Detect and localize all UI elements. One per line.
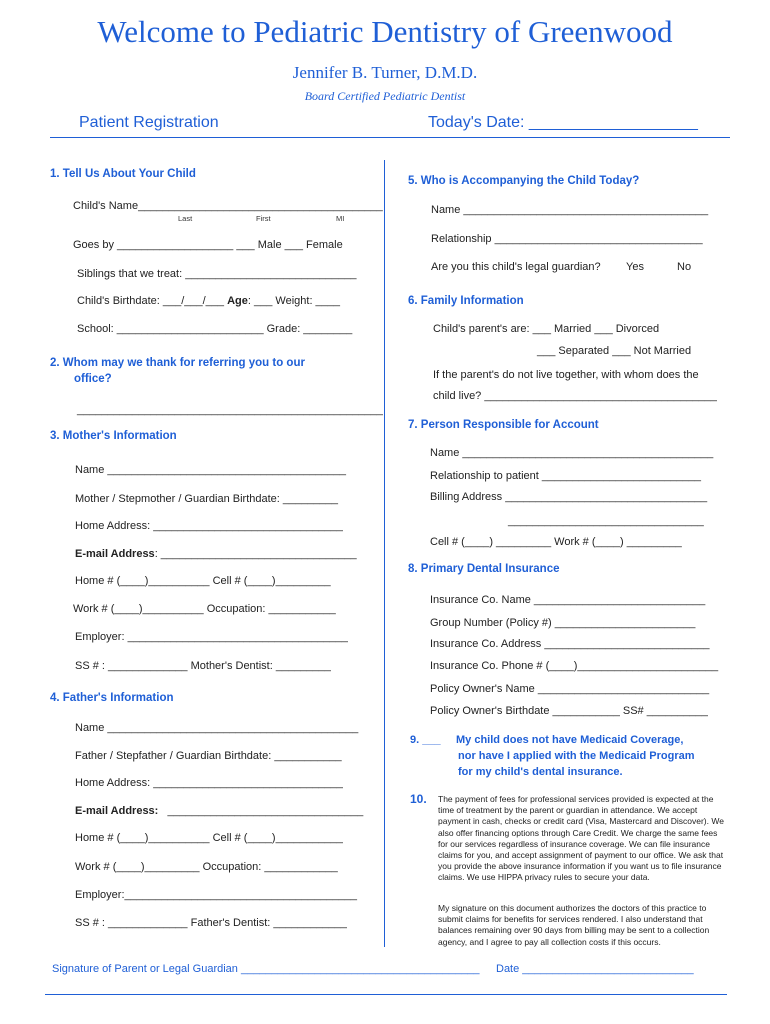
school-grade-field[interactable]: School: ________________________ Grade: ________ xyxy=(77,323,353,335)
father-birthdate-field[interactable]: Father / Stepfather / Guardian Birthdate: ___________ xyxy=(75,750,342,762)
guardian-no-option[interactable]: No xyxy=(677,261,692,273)
father-employer-field[interactable]: Employer:______________________________________ xyxy=(75,889,357,901)
section-4-heading: 4. Father's Information xyxy=(50,692,174,704)
billing-address-field[interactable]: Billing Address _________________________________ xyxy=(430,491,708,503)
section-2-heading-cont: office? xyxy=(74,373,112,385)
mother-home-cell-field[interactable]: Home # (____)__________ Cell # (____)_________ xyxy=(75,575,331,587)
mother-work-field[interactable]: Work # (____)__________ Occupation: ___________ xyxy=(73,603,336,615)
guardian-yes-option[interactable]: Yes xyxy=(626,261,644,273)
mother-employer-field[interactable]: Employer: ____________________________________ xyxy=(75,631,348,643)
section-3-heading: 3. Mother's Information xyxy=(50,430,177,442)
page-title: Welcome to Pediatric Dentistry of Greenwood xyxy=(97,14,673,49)
mother-email-field[interactable]: E-mail Address: ________________________________ xyxy=(75,548,357,560)
father-work-field[interactable]: Work # (____)_________ Occupation: ____________ xyxy=(75,861,338,873)
father-name-field[interactable]: Name _________________________________________ xyxy=(75,722,359,734)
child-lives-question: If the parent's do not live together, with whom does the xyxy=(433,369,699,381)
father-home-address-field[interactable]: Home Address: _______________________________ xyxy=(75,777,343,789)
payment-policy-text: The payment of fees for professional services provided is expected at the time of treatment by the parent or guardian in attendance. We accept payment in cash, checks or credit card (Visa, Mastercard and Discover). We also offer financing options through Care Credit. We charge the same fees for our services regardless of insurance coverage. We can file insurance claims for you, and accept assignment of payment to our office. We ask that you provide the above insurance information if you want us to file insurance claims. We use HIPPA privacy rules to secure your data. xyxy=(438,794,724,883)
todays-date-field[interactable]: Today's Date: ___________________ xyxy=(428,114,698,131)
section-8-heading: 8. Primary Dental Insurance xyxy=(408,563,560,575)
policy-owner-name-field[interactable]: Policy Owner's Name ____________________________ xyxy=(430,683,710,695)
signature-field[interactable]: Signature of Parent or Legal Guardian _______________________________________ xyxy=(52,963,480,975)
group-number-field[interactable]: Group Number (Policy #) _______________________ xyxy=(430,617,696,629)
mother-home-address-field[interactable]: Home Address: _______________________________ xyxy=(75,520,343,532)
section-5-heading: 5. Who is Accompanying the Child Today? xyxy=(408,175,640,187)
referral-field[interactable]: __________________________________________________ xyxy=(77,404,383,416)
age-weight-field: : ___ Weight: ____ xyxy=(247,295,341,307)
section-1-heading: 1. Tell Us About Your Child xyxy=(50,168,196,180)
signature-date-field[interactable]: Date ____________________________ xyxy=(496,963,694,975)
medicaid-statement-line-2: nor have I applied with the Medicaid Program xyxy=(458,750,695,762)
mother-email-label: E-mail Address xyxy=(75,548,155,560)
policy-owner-birthdate-field[interactable]: Policy Owner's Birthdate ___________ SS# __________ xyxy=(430,705,708,717)
father-ss-field[interactable]: SS # : _____________ Father's Dentist: ____________ xyxy=(75,917,347,929)
child-birthdate-field[interactable] xyxy=(77,295,340,307)
mother-name-field[interactable]: Name _______________________________________ xyxy=(75,464,346,476)
father-email-field[interactable]: E-mail Address: ________________________________ xyxy=(75,805,364,817)
signature-authorization-text: My signature on this document authorizes the doctors of this practice to submit claims for benefits for services rendered. I also understand that balances remaining over 90 days from billing may be sent to a collection agency, and I agree to pay all collection costs if this occurs. xyxy=(438,903,710,947)
column-divider xyxy=(384,160,385,947)
insurance-company-field[interactable]: Insurance Co. Name ____________________________ xyxy=(430,594,706,606)
age-label: Age xyxy=(227,295,248,307)
medicaid-statement-line-3: for my child's dental insurance. xyxy=(458,766,623,778)
parents-separated-field[interactable]: ___ Separated ___ Not Married xyxy=(537,345,692,357)
responsible-cell-work-field[interactable]: Cell # (____) _________ Work # (____) _________ xyxy=(430,536,682,548)
patient-registration-label: Patient Registration xyxy=(79,114,219,131)
father-home-cell-field[interactable]: Home # (____)__________ Cell # (____)___________ xyxy=(75,832,343,844)
legal-guardian-question: Are you this child's legal guardian? xyxy=(431,261,601,273)
responsible-relationship-field[interactable]: Relationship to patient __________________________ xyxy=(430,470,701,482)
section-6-heading: 6. Family Information xyxy=(408,295,524,307)
section-2-heading: 2. Whom may we thank for referring you to our xyxy=(50,357,305,369)
childs-name-field[interactable]: Child's Name________________________________________ xyxy=(73,200,383,212)
mi-caption: MI xyxy=(336,214,345,223)
siblings-field[interactable]: Siblings that we treat: ____________________________ xyxy=(77,268,357,280)
section-7-heading: 7. Person Responsible for Account xyxy=(408,419,599,431)
mother-birthdate-field[interactable]: Mother / Stepmother / Guardian Birthdate: _________ xyxy=(75,493,338,505)
mother-ss-field[interactable]: SS # : _____________ Mother's Dentist: _________ xyxy=(75,660,331,672)
header-divider xyxy=(50,137,730,138)
doctor-name: Jennifer B. Turner, D.M.D. xyxy=(292,63,478,82)
billing-address-line-2[interactable]: ________________________________ xyxy=(508,515,704,527)
accompanying-relationship-field[interactable]: Relationship __________________________________ xyxy=(431,233,703,245)
goes-by-field[interactable]: Goes by ___________________ ___ Male ___ Female xyxy=(73,239,343,251)
parents-marital-status-field[interactable]: Child's parent's are: ___ Married ___ Divorced xyxy=(433,323,660,335)
last-caption: Last xyxy=(178,214,193,223)
section-10-number: 10. xyxy=(410,792,427,806)
father-email-label: E-mail Address: xyxy=(75,805,159,817)
insurance-address-field[interactable]: Insurance Co. Address ___________________________ xyxy=(430,638,710,650)
responsible-name-field[interactable]: Name _________________________________________ xyxy=(430,447,714,459)
medicaid-statement-line-1: My child does not have Medicaid Coverage, xyxy=(456,734,684,746)
insurance-phone-field[interactable]: Insurance Co. Phone # (____)_______________________ xyxy=(430,660,719,672)
doctor-subtitle: Board Certified Pediatric Dentist xyxy=(304,89,466,103)
first-caption: First xyxy=(256,214,271,223)
child-lives-field[interactable]: child live? ______________________________________ xyxy=(433,390,717,402)
footer-divider xyxy=(45,994,727,995)
medicaid-checkbox-line[interactable]: 9. ___ xyxy=(410,734,441,746)
birthdate-label: Child's Birthdate: ___/___/___ xyxy=(77,295,225,307)
accompanying-name-field[interactable]: Name ________________________________________ xyxy=(431,204,709,216)
